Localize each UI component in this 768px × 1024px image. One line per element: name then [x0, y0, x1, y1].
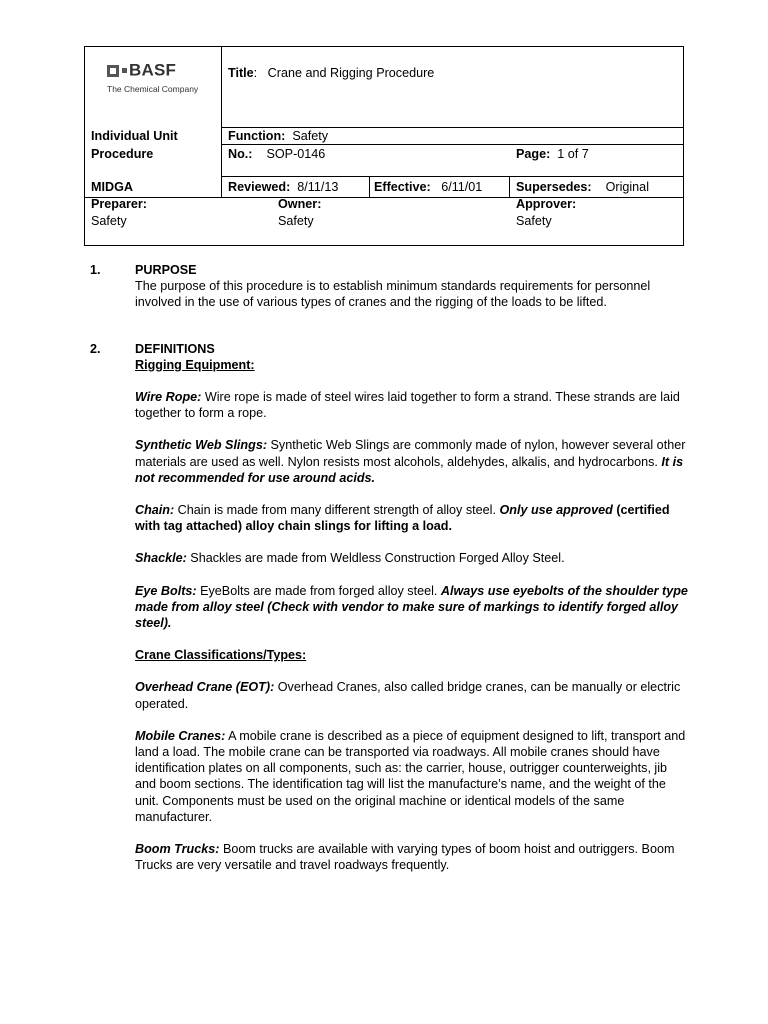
header-divider-number [221, 176, 684, 177]
title-field: Title: Crane and Rigging Procedure [228, 66, 435, 80]
page-label: Page: [516, 147, 551, 161]
definition-text: Overhead Cranes, also called bridge cranes, can be manually or electric operated. [135, 680, 681, 711]
basf-logo-wordmark: BASF [129, 60, 177, 80]
definition-overhead-crane [135, 679, 690, 711]
definition-mobile-cranes [135, 728, 690, 825]
reviewed-field [228, 179, 338, 195]
function-field [228, 128, 328, 144]
function-value: Safety [292, 129, 329, 143]
page-value: 1 of 7 [557, 147, 589, 161]
term: Overhead Crane (EOT): [135, 680, 275, 695]
term: Synthetic Web Slings: [135, 438, 268, 453]
definition-text: Wire rope is made of steel wires laid together to form a strand. These strands are laid together to form a rope. [135, 390, 680, 421]
document-body [90, 262, 690, 873]
definition-eye-bolts [135, 583, 690, 632]
warning-text: It is not recommended for use around acids. [135, 454, 684, 485]
basf-logo-dot-icon [122, 68, 127, 73]
subheading-crane-classifications: Crane Classifications/Types: [135, 648, 307, 663]
section-heading-purpose: PURPOSE [135, 263, 197, 277]
warning-text: Only use approved [499, 503, 613, 518]
basf-logo-square-icon [107, 65, 119, 77]
definition-text: Boom trucks are available with varying types of boom hoist and outriggers. Boom Trucks are very versatile and travel roadways frequently. [135, 842, 675, 873]
header-divider-effective [509, 176, 510, 197]
title-label: Title [228, 66, 254, 80]
section-number: 1. [90, 263, 101, 277]
number-value: SOP-0146 [266, 147, 326, 161]
term: Wire Rope: [135, 390, 202, 405]
supersedes-label: Supersedes: [516, 180, 592, 194]
term: Mobile Cranes: [135, 728, 226, 743]
definition-wire-rope [135, 389, 690, 421]
supersedes-field [516, 179, 649, 195]
definition-chain [135, 502, 690, 534]
section-number: 2. [90, 341, 101, 356]
definition-boom-trucks [135, 841, 690, 873]
header-divider-reviewed [369, 176, 370, 197]
section-heading-definitions: DEFINITIONS [135, 341, 215, 356]
effective-label: Effective: [374, 180, 431, 194]
term: Boom Trucks: [135, 842, 220, 857]
warning-text: Always use eyebolts of the shoulder type made from alloy steel (Check with vendor to make sure of markings to identify forged alloy steel). [135, 583, 688, 631]
definition-text: A mobile crane is described as a piece of equipment designed to lift, transport and land a load. The mobile crane can be transported via roadways. All mobile cranes should have identification plates on all components, such as: the carrier, house, outrigger counterweights, jib and boom sections. The identification tag will list the manufacture’s name, and the weight of the unit. Components must be used on the original machine or identical models of the same manufacturer. [135, 728, 686, 824]
title-value: Crane and Rigging Procedure [267, 66, 435, 80]
effective-value: 6/11/01 [441, 180, 483, 194]
preparer-value: Safety [91, 214, 127, 228]
definition-shackle [135, 550, 690, 566]
function-label: Function: [228, 129, 286, 143]
term: Eye Bolts: [135, 583, 197, 598]
page-field [516, 146, 589, 162]
purpose-text: The purpose of this procedure is to establish minimum standards requirements for personnel involved in the use of various types of cranes and the rigging of the loads to be lifted. [135, 279, 651, 310]
owner-value: Safety [278, 214, 314, 228]
definition-text: Synthetic Web Slings are commonly made of nylon, however several other materials are used as well. Nylon resists most alcohols, aldehydes, alkalis, and hydrocarbons. [135, 438, 686, 469]
subheading-rigging-equipment: Rigging Equipment: [135, 357, 255, 372]
section-purpose [90, 262, 690, 311]
supersedes-value: Original [605, 180, 649, 194]
term: Chain: [135, 503, 175, 518]
document-header-table [84, 46, 684, 246]
basf-logo-tagline: The Chemical Company [107, 83, 199, 94]
owner-label: Owner: [278, 197, 322, 211]
reviewed-label: Reviewed: [228, 180, 291, 194]
unit-line-2: Procedure [91, 147, 154, 161]
reviewed-value: 8/11/13 [297, 180, 339, 194]
number-field [228, 146, 325, 162]
term: Shackle: [135, 551, 187, 566]
header-divider-vertical [221, 47, 222, 197]
warning-text-rest: (certified with tag attached) alloy chain slings for lifting a load. [135, 503, 670, 534]
header-divider-signoff [85, 197, 683, 198]
approver-value: Safety [516, 214, 552, 228]
unit-line-1: Individual Unit [91, 129, 178, 143]
section-definitions [90, 341, 690, 874]
definition-text: EyeBolts are made from forged alloy steel. [196, 583, 441, 598]
effective-field [374, 179, 482, 195]
preparer-label: Preparer: [91, 197, 148, 211]
approver-label: Approver: [516, 197, 577, 211]
definition-synthetic-web-slings [135, 437, 690, 486]
definition-text: Shackles are made from Weldless Construction Forged Alloy Steel. [186, 551, 565, 566]
basf-logo [107, 62, 198, 97]
definition-text: Chain is made from many different strength of alloy steel. [174, 503, 500, 518]
unit-line-3: MIDGA [91, 180, 133, 194]
number-label: No.: [228, 147, 253, 161]
